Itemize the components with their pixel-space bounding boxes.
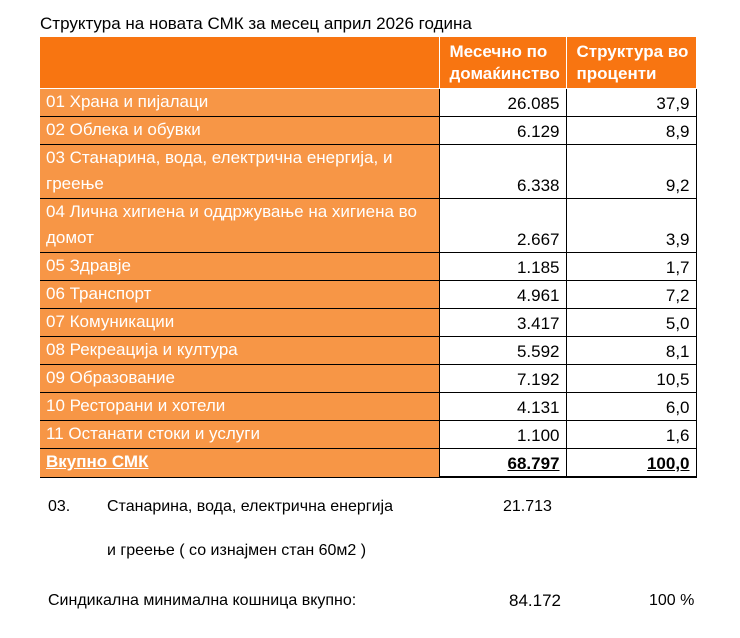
total-monthly: 68.797: [439, 449, 566, 478]
page-title: Структура на новата СМК за месец април 2026 година: [40, 14, 472, 33]
summary-label: Синдикална минимална кошница вкупно:: [48, 592, 357, 609]
note-number: 03.: [48, 498, 71, 515]
note-value: 21.713: [503, 498, 552, 515]
row-monthly: 2.667: [439, 199, 566, 253]
row-label: 11 Останати стоки и услуги: [40, 421, 439, 449]
row-monthly: 6.338: [439, 145, 566, 199]
table-row: [40, 337, 696, 365]
row-monthly: 1.100: [439, 421, 566, 449]
row-percent: 8,1: [566, 337, 696, 365]
summary-value: 84.172: [509, 591, 561, 610]
table-row: [40, 117, 696, 145]
table-header-row: [40, 37, 696, 89]
row-monthly: 7.192: [439, 365, 566, 393]
row-monthly: 1.185: [439, 253, 566, 281]
table-row: [40, 281, 696, 309]
row-percent: 10,5: [566, 365, 696, 393]
row-label: 04 Лична хигиена и оддржување на хигиена во домот: [40, 199, 439, 253]
row-percent: 6,0: [566, 393, 696, 421]
row-percent: 9,2: [566, 145, 696, 199]
note-line2: и греење ( со изнајмен стан 60м2 ): [107, 542, 367, 559]
row-label: 10 Ресторани и хотели: [40, 393, 439, 421]
table-row: [40, 89, 696, 117]
table-row: [40, 145, 696, 199]
header-category: [40, 37, 439, 89]
row-monthly: 3.417: [439, 309, 566, 337]
row-monthly: 5.592: [439, 337, 566, 365]
row-label: 01 Храна и пијалаци: [40, 89, 439, 117]
table-row: [40, 421, 696, 449]
total-percent: 100,0: [566, 449, 696, 478]
row-label: 08 Рекреација и култура: [40, 337, 439, 365]
row-monthly: 4.131: [439, 393, 566, 421]
row-label: 07 Комуникации: [40, 309, 439, 337]
summary-percent: 100 %: [649, 592, 695, 609]
cmk-structure-table: [40, 37, 697, 478]
row-percent: 37,9: [566, 89, 696, 117]
table-row: [40, 393, 696, 421]
total-label: Вкупно СМК: [40, 449, 439, 478]
row-label: 05 Здравје: [40, 253, 439, 281]
row-percent: 3,9: [566, 199, 696, 253]
row-percent: 8,9: [566, 117, 696, 145]
header-percent: Структура во проценти: [566, 37, 696, 89]
note-line1: Станарина, вода, електрична енергија: [107, 498, 394, 515]
table-row: [40, 309, 696, 337]
row-label: 03 Станарина, вода, електрична енергија, и греење: [40, 145, 439, 199]
row-monthly: 4.961: [439, 281, 566, 309]
row-percent: 1,6: [566, 421, 696, 449]
row-percent: 1,7: [566, 253, 696, 281]
table-row: [40, 365, 696, 393]
row-label: 06 Транспорт: [40, 281, 439, 309]
table-total-row: [40, 449, 696, 478]
row-percent: 5,0: [566, 309, 696, 337]
row-label: 09 Образование: [40, 365, 439, 393]
row-percent: 7,2: [566, 281, 696, 309]
table-row: [40, 199, 696, 253]
row-monthly: 26.085: [439, 89, 566, 117]
row-monthly: 6.129: [439, 117, 566, 145]
header-monthly: Месечно по домаќинство: [439, 37, 566, 89]
table-row: [40, 253, 696, 281]
row-label: 02 Облека и обувки: [40, 117, 439, 145]
